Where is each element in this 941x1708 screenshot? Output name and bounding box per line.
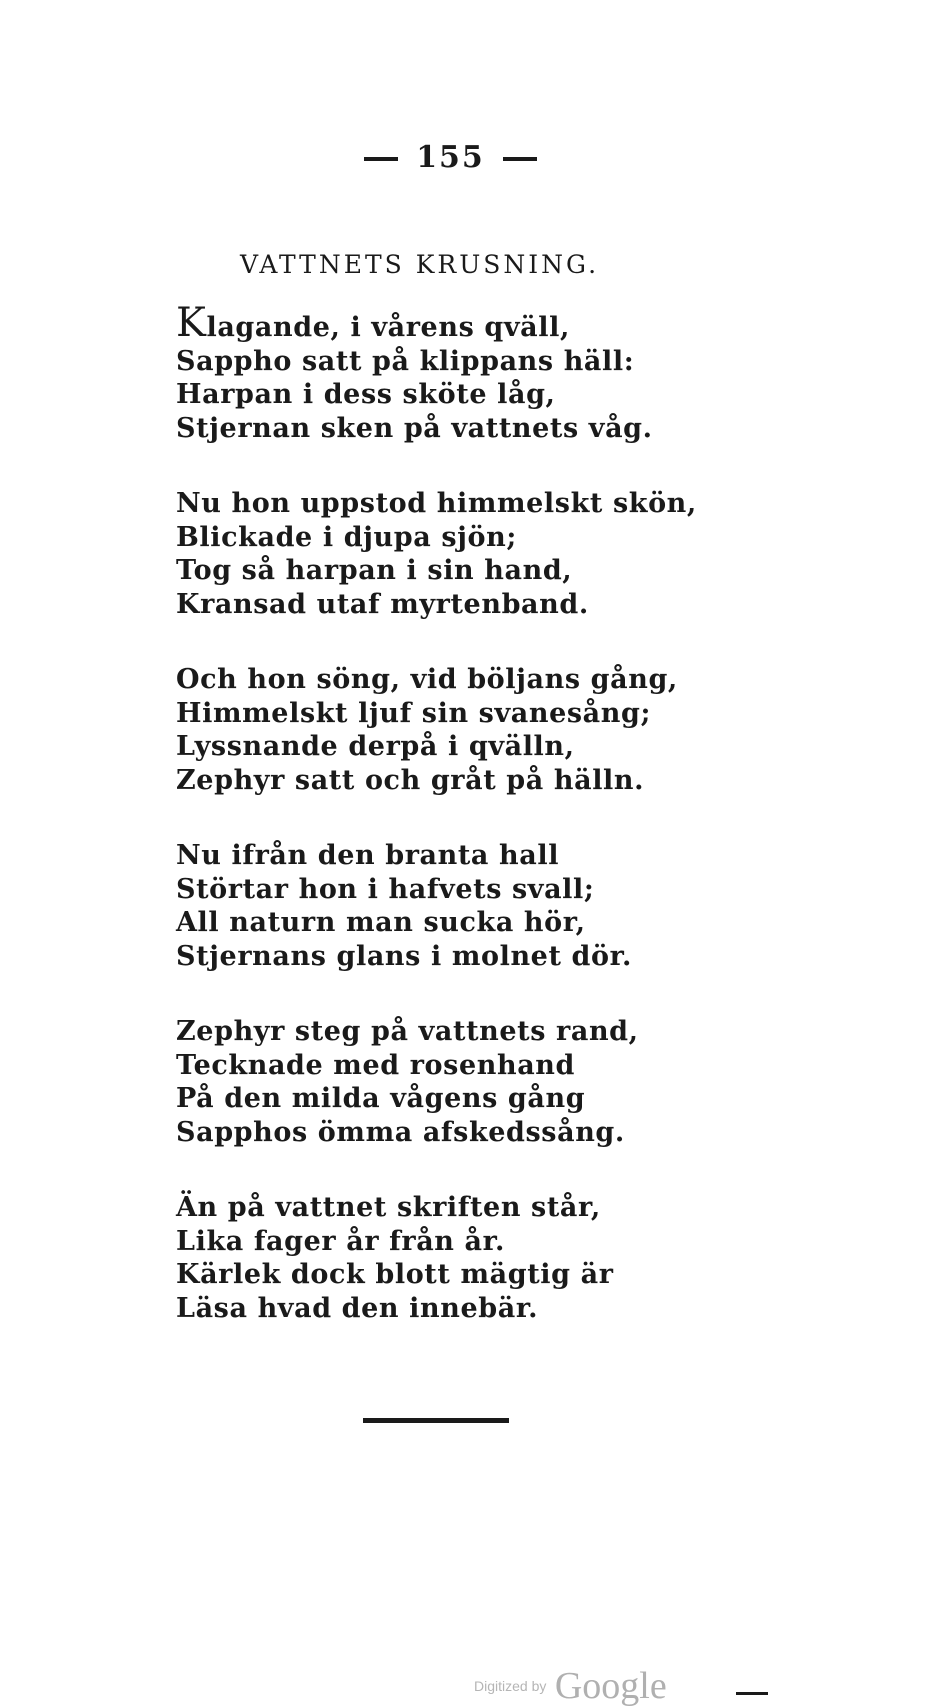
end-rule-divider xyxy=(363,1418,509,1423)
poem-line: Och hon söng, vid böljans gång, xyxy=(176,664,678,695)
poem-line: All naturn man sucka hör, xyxy=(176,907,586,938)
poem-line: Klagande, i vårens qväll, xyxy=(176,300,570,346)
poem-title: VATTNETS KRUSNING. xyxy=(240,250,600,279)
poem-line: Himmelskt ljuf sin svanesång; xyxy=(176,697,652,729)
poem-line: Läsa hvad den innebär. xyxy=(176,1292,539,1324)
watermark-brand: Google xyxy=(554,1665,667,1707)
poem-line: På den milda vågens gång xyxy=(176,1083,586,1114)
stanza-3 xyxy=(176,663,736,797)
drop-cap: K xyxy=(176,300,207,346)
poem-line: Harpan i dess sköte låg, xyxy=(176,379,556,410)
stanza-4 xyxy=(176,839,736,973)
poem-line: Nu ifrån den branta hall xyxy=(176,840,560,871)
stanza-2 xyxy=(176,487,736,621)
digitized-watermark xyxy=(474,1664,667,1708)
poem-line: Zephyr satt och gråt på hälln. xyxy=(176,764,645,796)
page-number-dash-right xyxy=(503,157,537,161)
poem-line: Blickade i djupa sjön; xyxy=(176,521,517,553)
stanza-5 xyxy=(176,1015,736,1149)
stanza-1 xyxy=(176,300,736,445)
poem-line: Tog så harpan i sin hand, xyxy=(176,555,573,586)
poem-line: Zephyr steg på vattnets rand, xyxy=(176,1016,639,1047)
poem-line: Lika fager år från år. xyxy=(176,1225,505,1257)
poem-line: Stjernans glans i molnet dör. xyxy=(176,940,632,972)
poem-body xyxy=(176,300,736,1367)
page-number xyxy=(0,140,921,175)
watermark-prefix: Digitized by xyxy=(474,1678,547,1694)
corner-mark xyxy=(736,1692,768,1695)
poem-line: Stjernan sken på vattnets våg. xyxy=(176,412,653,444)
page-number-dash-left xyxy=(364,157,398,161)
stanza-6 xyxy=(176,1191,736,1325)
poem-line: Lyssnande derpå i qvälln, xyxy=(176,731,575,762)
poem-line: Nu hon uppstod himmelskt skön, xyxy=(176,488,697,519)
poem-line: Än på vattnet skriften står, xyxy=(176,1192,601,1223)
page-number-text: 155 xyxy=(416,140,485,175)
poem-line: Sappho satt på klippans häll: xyxy=(176,345,635,377)
poem-line: Tecknade med rosenhand xyxy=(176,1049,576,1081)
poem-line: Störtar hon i hafvets svall; xyxy=(176,873,595,905)
poem-line: Kransad utaf myrtenband. xyxy=(176,588,589,620)
poem-line: Kärlek dock blott mägtig är xyxy=(176,1259,614,1290)
poem-line: Sapphos ömma afskedssång. xyxy=(176,1116,625,1148)
